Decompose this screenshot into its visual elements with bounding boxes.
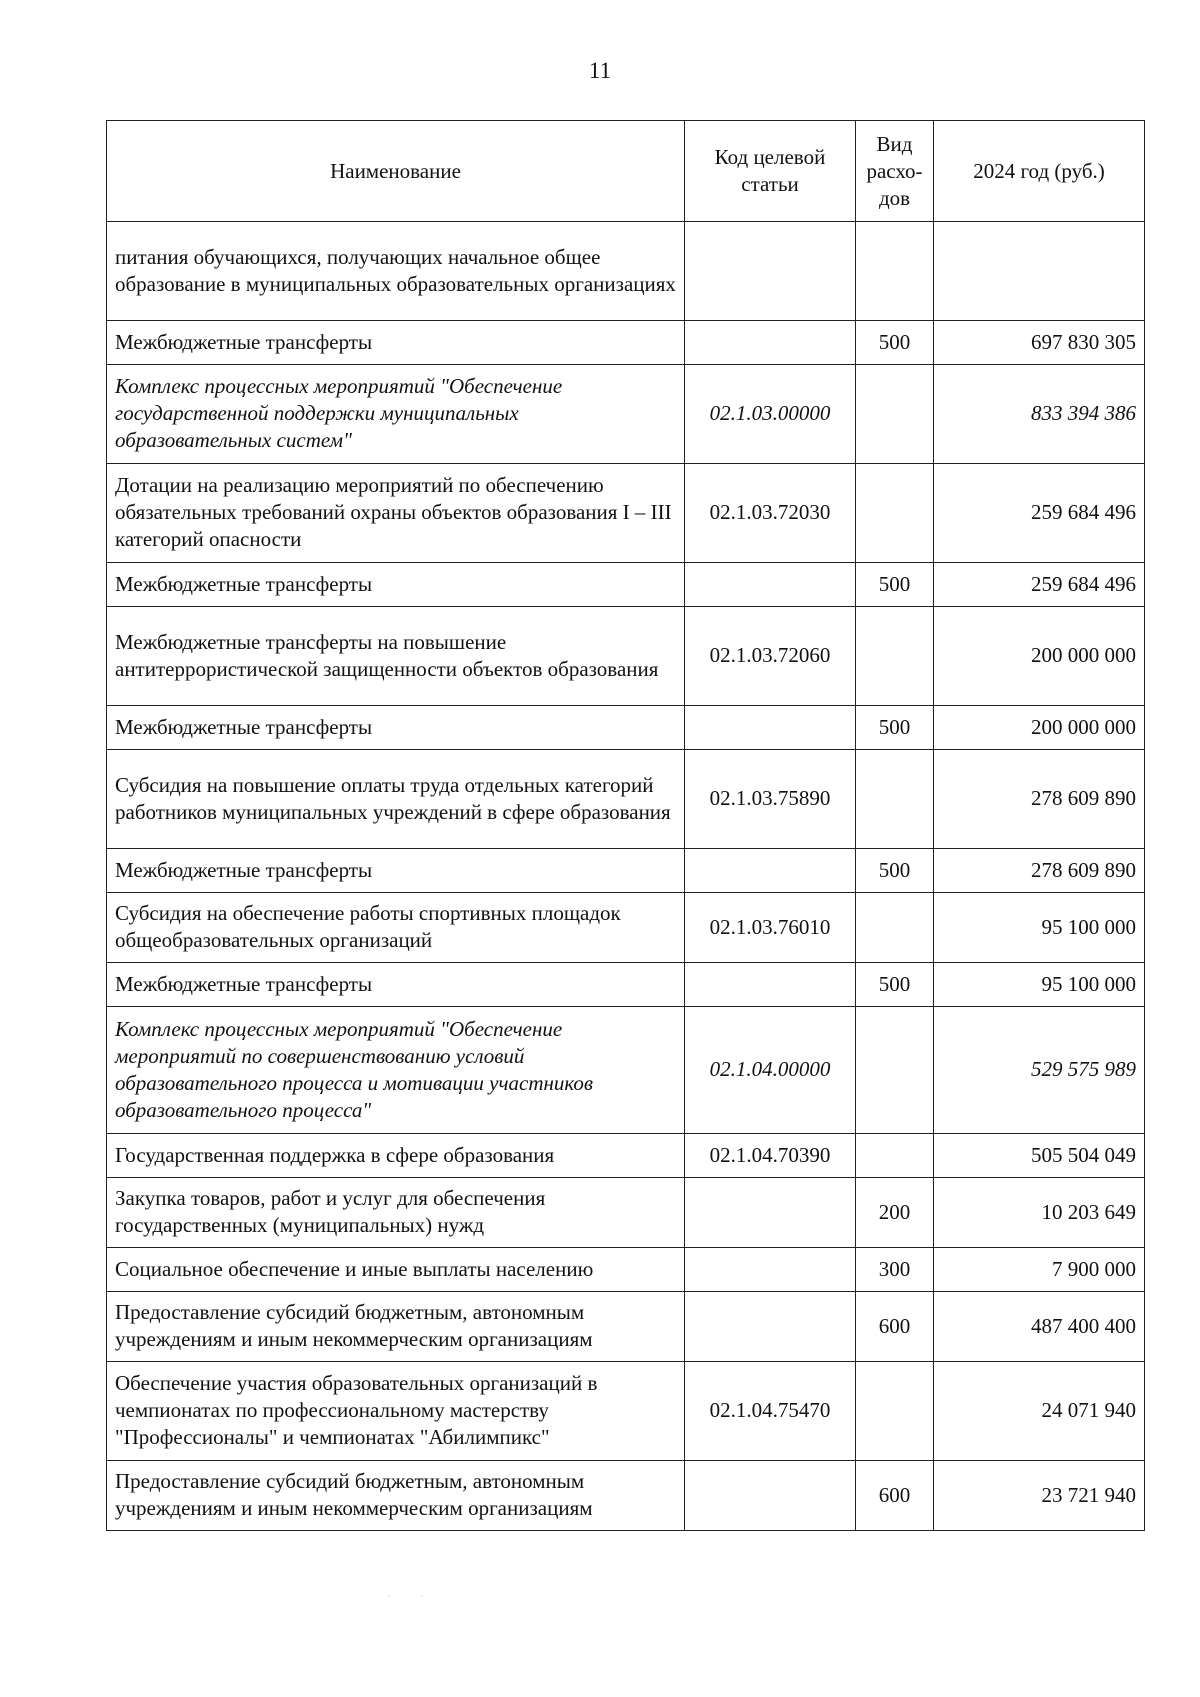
cell-amount: 529 575 989 — [934, 1007, 1145, 1134]
table-row — [107, 321, 1145, 365]
cell-amount — [934, 222, 1145, 321]
cell-amount: 95 100 000 — [934, 893, 1145, 963]
cell-code: 02.1.03.00000 — [685, 365, 856, 464]
cell-name: Дотации на реализацию мероприятий по обеспечению обязательных требований охраны объектов образования I – III категорий опасности — [107, 464, 685, 563]
header-code: Код целевой статьи — [685, 121, 856, 222]
cell-type: 600 — [856, 1292, 934, 1362]
table-row — [107, 1461, 1145, 1531]
cell-code — [685, 706, 856, 750]
cell-name: питания обучающихся, получающих начальное общее образование в муниципальных образовательных организациях — [107, 222, 685, 321]
cell-code: 02.1.04.00000 — [685, 1007, 856, 1134]
cell-type: 500 — [856, 321, 934, 365]
table-row — [107, 706, 1145, 750]
cell-name: Предоставление субсидий бюджетным, автономным учреждениям и иным некоммерческим организациям — [107, 1292, 685, 1362]
cell-code: 02.1.03.76010 — [685, 893, 856, 963]
table-row — [107, 1362, 1145, 1461]
cell-code — [685, 849, 856, 893]
cell-name: Межбюджетные трансферты на повышение антитеррористической защищенности объектов образования — [107, 607, 685, 706]
cell-code — [685, 1461, 856, 1531]
cell-amount: 259 684 496 — [934, 464, 1145, 563]
cell-code — [685, 222, 856, 321]
cell-name: Субсидия на повышение оплаты труда отдельных категорий работников муниципальных учреждений в сфере образования — [107, 750, 685, 849]
cell-amount: 505 504 049 — [934, 1134, 1145, 1178]
cell-amount: 23 721 940 — [934, 1461, 1145, 1531]
cell-code: 02.1.03.72060 — [685, 607, 856, 706]
cell-name: Предоставление субсидий бюджетным, автономным учреждениям и иным некоммерческим организациям — [107, 1461, 685, 1531]
cell-amount: 487 400 400 — [934, 1292, 1145, 1362]
cell-name: Комплекс процессных мероприятий "Обеспечение мероприятий по совершенствованию условий образовательного процесса и мотивации участников образовательного процесса" — [107, 1007, 685, 1134]
table-row — [107, 893, 1145, 963]
cell-name: Государственная поддержка в сфере образования — [107, 1134, 685, 1178]
cell-amount: 200 000 000 — [934, 607, 1145, 706]
cell-code: 02.1.04.70390 — [685, 1134, 856, 1178]
cell-amount: 200 000 000 — [934, 706, 1145, 750]
cell-type: 600 — [856, 1461, 934, 1531]
cell-name: Межбюджетные трансферты — [107, 321, 685, 365]
header-type: Вид расхо-дов — [856, 121, 934, 222]
cell-name: Социальное обеспечение и иные выплаты населению — [107, 1248, 685, 1292]
cell-type — [856, 1134, 934, 1178]
cell-type — [856, 464, 934, 563]
cell-code: 02.1.03.75890 — [685, 750, 856, 849]
table-body — [107, 222, 1145, 1531]
cell-amount: 278 609 890 — [934, 750, 1145, 849]
table-row — [107, 1178, 1145, 1248]
cell-type: 200 — [856, 1178, 934, 1248]
cell-amount: 10 203 649 — [934, 1178, 1145, 1248]
table-row — [107, 607, 1145, 706]
table-row — [107, 1292, 1145, 1362]
cell-code: 02.1.03.72030 — [685, 464, 856, 563]
cell-name: Межбюджетные трансферты — [107, 963, 685, 1007]
cell-type — [856, 893, 934, 963]
table-row — [107, 849, 1145, 893]
cell-code — [685, 1178, 856, 1248]
cell-type: 500 — [856, 849, 934, 893]
cell-code — [685, 1248, 856, 1292]
cell-type: 500 — [856, 563, 934, 607]
table-row — [107, 1248, 1145, 1292]
cell-amount: 697 830 305 — [934, 321, 1145, 365]
cell-type: 300 — [856, 1248, 934, 1292]
table-header-row — [107, 121, 1145, 222]
cell-name: Субсидия на обеспечение работы спортивных площадок общеобразовательных организаций — [107, 893, 685, 963]
cell-amount: 7 900 000 — [934, 1248, 1145, 1292]
cell-amount: 833 394 386 — [934, 365, 1145, 464]
cell-amount: 95 100 000 — [934, 963, 1145, 1007]
cell-code: 02.1.04.75470 — [685, 1362, 856, 1461]
cell-type — [856, 365, 934, 464]
header-name: Наименование — [107, 121, 685, 222]
table-row — [107, 963, 1145, 1007]
header-amount: 2024 год (руб.) — [934, 121, 1145, 222]
cell-amount: 259 684 496 — [934, 563, 1145, 607]
cell-amount: 278 609 890 — [934, 849, 1145, 893]
table-row — [107, 563, 1145, 607]
cell-code — [685, 563, 856, 607]
cell-type: 500 — [856, 706, 934, 750]
table-row — [107, 1007, 1145, 1134]
cell-type — [856, 750, 934, 849]
table-row — [107, 222, 1145, 321]
table-row — [107, 750, 1145, 849]
cell-code — [685, 321, 856, 365]
table-row — [107, 1134, 1145, 1178]
budget-table — [106, 120, 1145, 1531]
cell-type — [856, 607, 934, 706]
cell-type — [856, 1007, 934, 1134]
table-row — [107, 464, 1145, 563]
cell-type: 500 — [856, 963, 934, 1007]
scan-artifact: · · — [388, 1592, 438, 1601]
cell-name: Межбюджетные трансферты — [107, 563, 685, 607]
cell-name: Обеспечение участия образовательных организаций в чемпионатах по профессиональному мастерству "Профессионалы" и чемпионатах "Абилимпикс" — [107, 1362, 685, 1461]
cell-amount: 24 071 940 — [934, 1362, 1145, 1461]
cell-code — [685, 1292, 856, 1362]
cell-code — [685, 963, 856, 1007]
page-number: 11 — [588, 58, 612, 83]
cell-name: Межбюджетные трансферты — [107, 706, 685, 750]
cell-name: Закупка товаров, работ и услуг для обеспечения государственных (муниципальных) нужд — [107, 1178, 685, 1248]
table-row — [107, 365, 1145, 464]
cell-name: Комплекс процессных мероприятий "Обеспечение государственной поддержки муниципальных образовательных систем" — [107, 365, 685, 464]
cell-name: Межбюджетные трансферты — [107, 849, 685, 893]
cell-type — [856, 222, 934, 321]
cell-type — [856, 1362, 934, 1461]
